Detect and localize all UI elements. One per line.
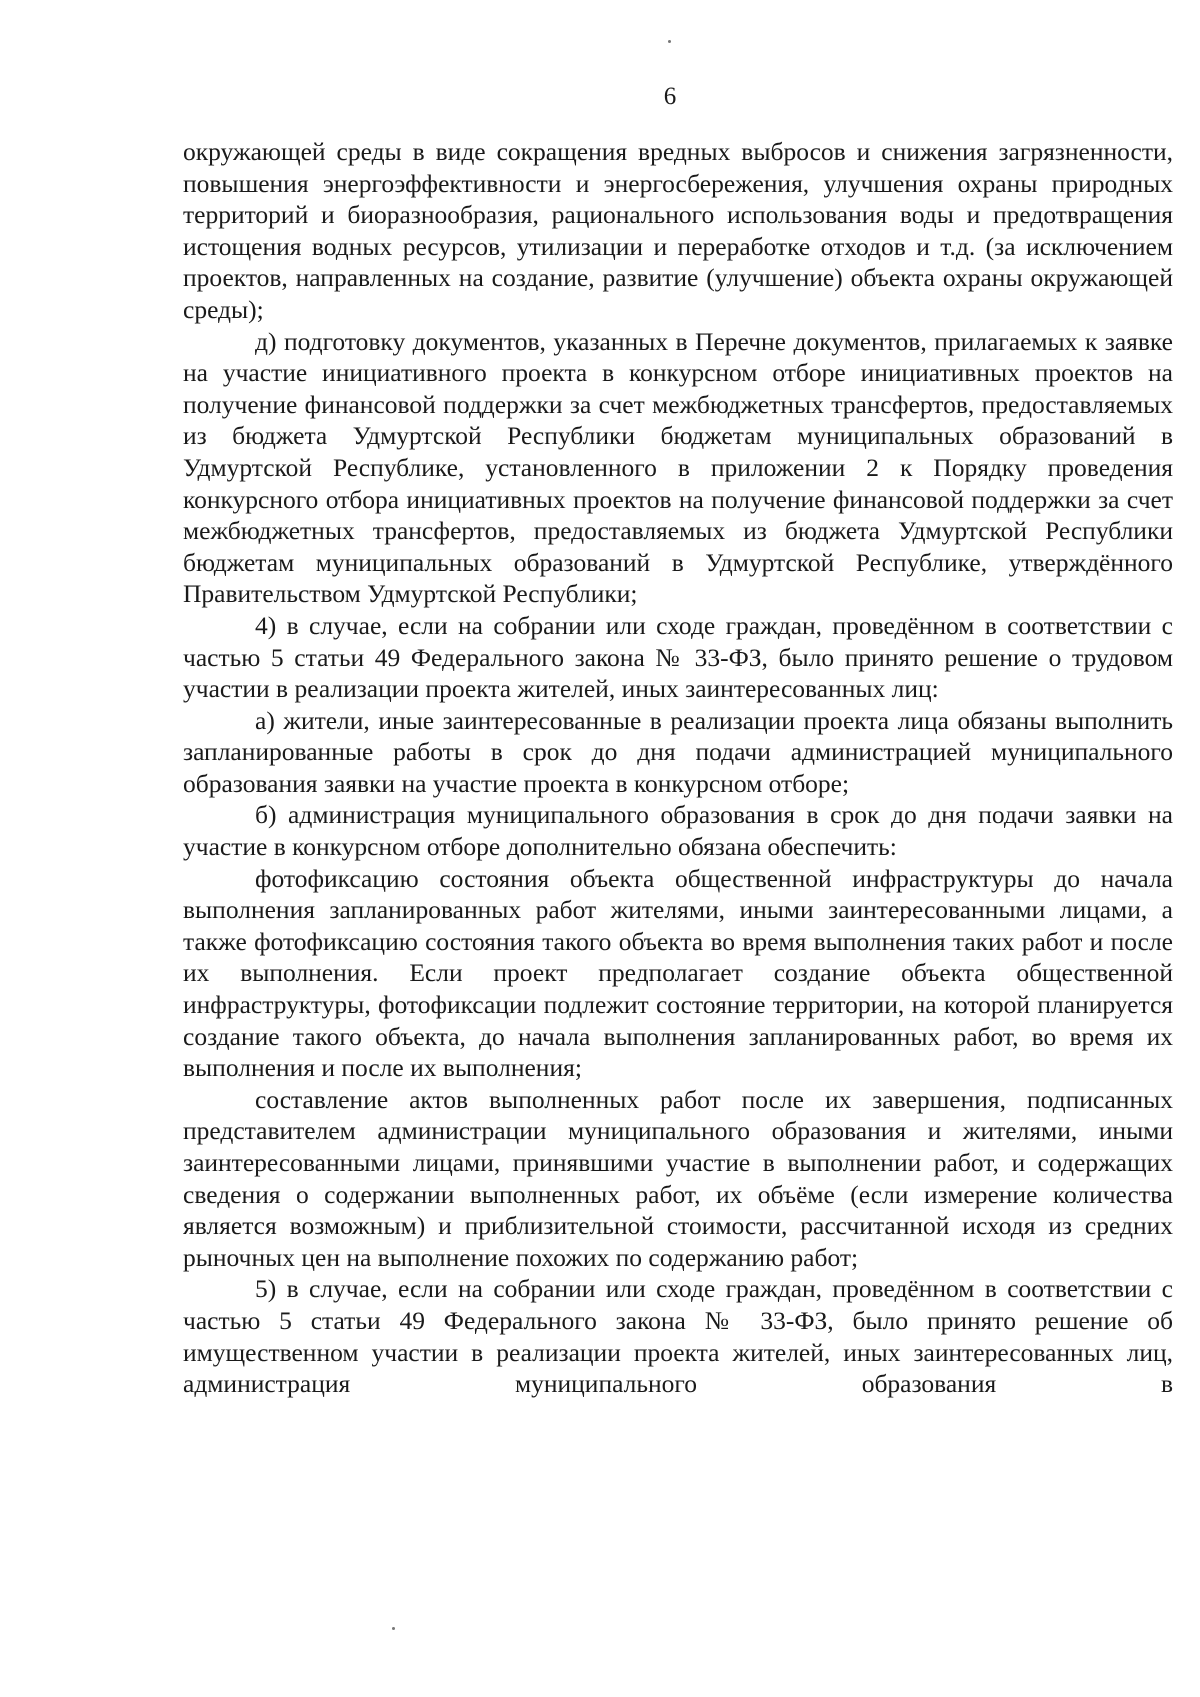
paragraph-acts: составление актов выполненных работ после их завершения, подписанных представителем администрации муниципального образования и жителями, иными заинтересованными лицами, принявшими участие в выполнении работ, и содержащих сведения о содержании выполненных работ, их объёме (если измерение количества является возможным) и приблизительной стоимости, рассчитанной исходя из средних рыночных цен на выполнение похожих по содержанию работ; bbox=[183, 1084, 1173, 1272]
paragraph-item-5: 5) в случае, если на собрании или сходе граждан, проведённом в соответствии с частью 5 статьи 49 Федерального закона № 33-ФЗ, было принято решение об имущественном участии в реализации проекта жителей, иных заинтересованных лиц, администрация муниципального образования в bbox=[183, 1274, 1173, 1399]
paragraph-item-4b: б) администрация муниципального образования в срок до дня подачи заявки на участие в конкурсном отборе дополнительно обязана обеспечить: bbox=[183, 800, 1173, 862]
paragraph-item-4: 4) в случае, если на собрании или сходе граждан, проведённом в соответствии с частью 5 статьи 49 Федерального закона № 33-ФЗ, было принято решение о трудовом участии в реализации проекта жителей, иных заинтересованных лиц: bbox=[183, 610, 1173, 704]
paragraph-item-4a: а) жители, иные заинтересованные в реализации проекта лица обязаны выполнить запланированные работы в срок до дня подачи администрацией муниципального образования заявки на участие проекта в конкурсном отборе; bbox=[183, 705, 1173, 798]
scan-speck bbox=[392, 1627, 395, 1630]
paragraph-photo-fixation: фотофиксацию состояния объекта общественной инфраструктуры до начала выполнения запланированных работ жителями, иными заинтересованными лицами, а также фотофиксацию состояния такого объекта во время выполнения таких работ и после их выполнения. Если проект предполагает создание объекта общественной инфраструктуры, фотофиксации подлежит состояние территории, на которой планируется создание такого объекта, до начала выполнения запланированных работ, во время их выполнения и после их выполнения; bbox=[183, 863, 1173, 1083]
document-body bbox=[183, 136, 1173, 1400]
paragraph-environment: окружающей среды в виде сокращения вредных выбросов и снижения загрязненности, повышения энергоэффективности и энергосбережения, улучшения охраны природных территорий и биоразнообразия, рационального использования воды и предотвращения истощения водных ресурсов, утилизации и переработке отходов и т.д. (за исключением проектов, направленных на создание, развитие (улучшение) объекта охраны окружающей среды); bbox=[183, 137, 1173, 324]
page-number: 6 bbox=[663, 83, 677, 110]
scan-speck bbox=[668, 40, 671, 43]
paragraph-item-d: д) подготовку документов, указанных в Перечне документов, прилагаемых к заявке на участие инициативного проекта в конкурсном отборе инициативных проектов на получение финансовой поддержки за счет межбюджетных трансфертов, предоставляемых из бюджета Удмуртской Республики бюджетам муниципальных образований в Удмуртской Республике, установленного в приложении 2 к Порядку проведения конкурсного отбора инициативных проектов на получение финансовой поддержки за счет межбюджетных трансфертов, предоставляемых из бюджета Удмуртской Республики бюджетам муниципальных образований в Удмуртской Республике, утверждённого Правительством Удмуртской Республики; bbox=[183, 326, 1173, 609]
